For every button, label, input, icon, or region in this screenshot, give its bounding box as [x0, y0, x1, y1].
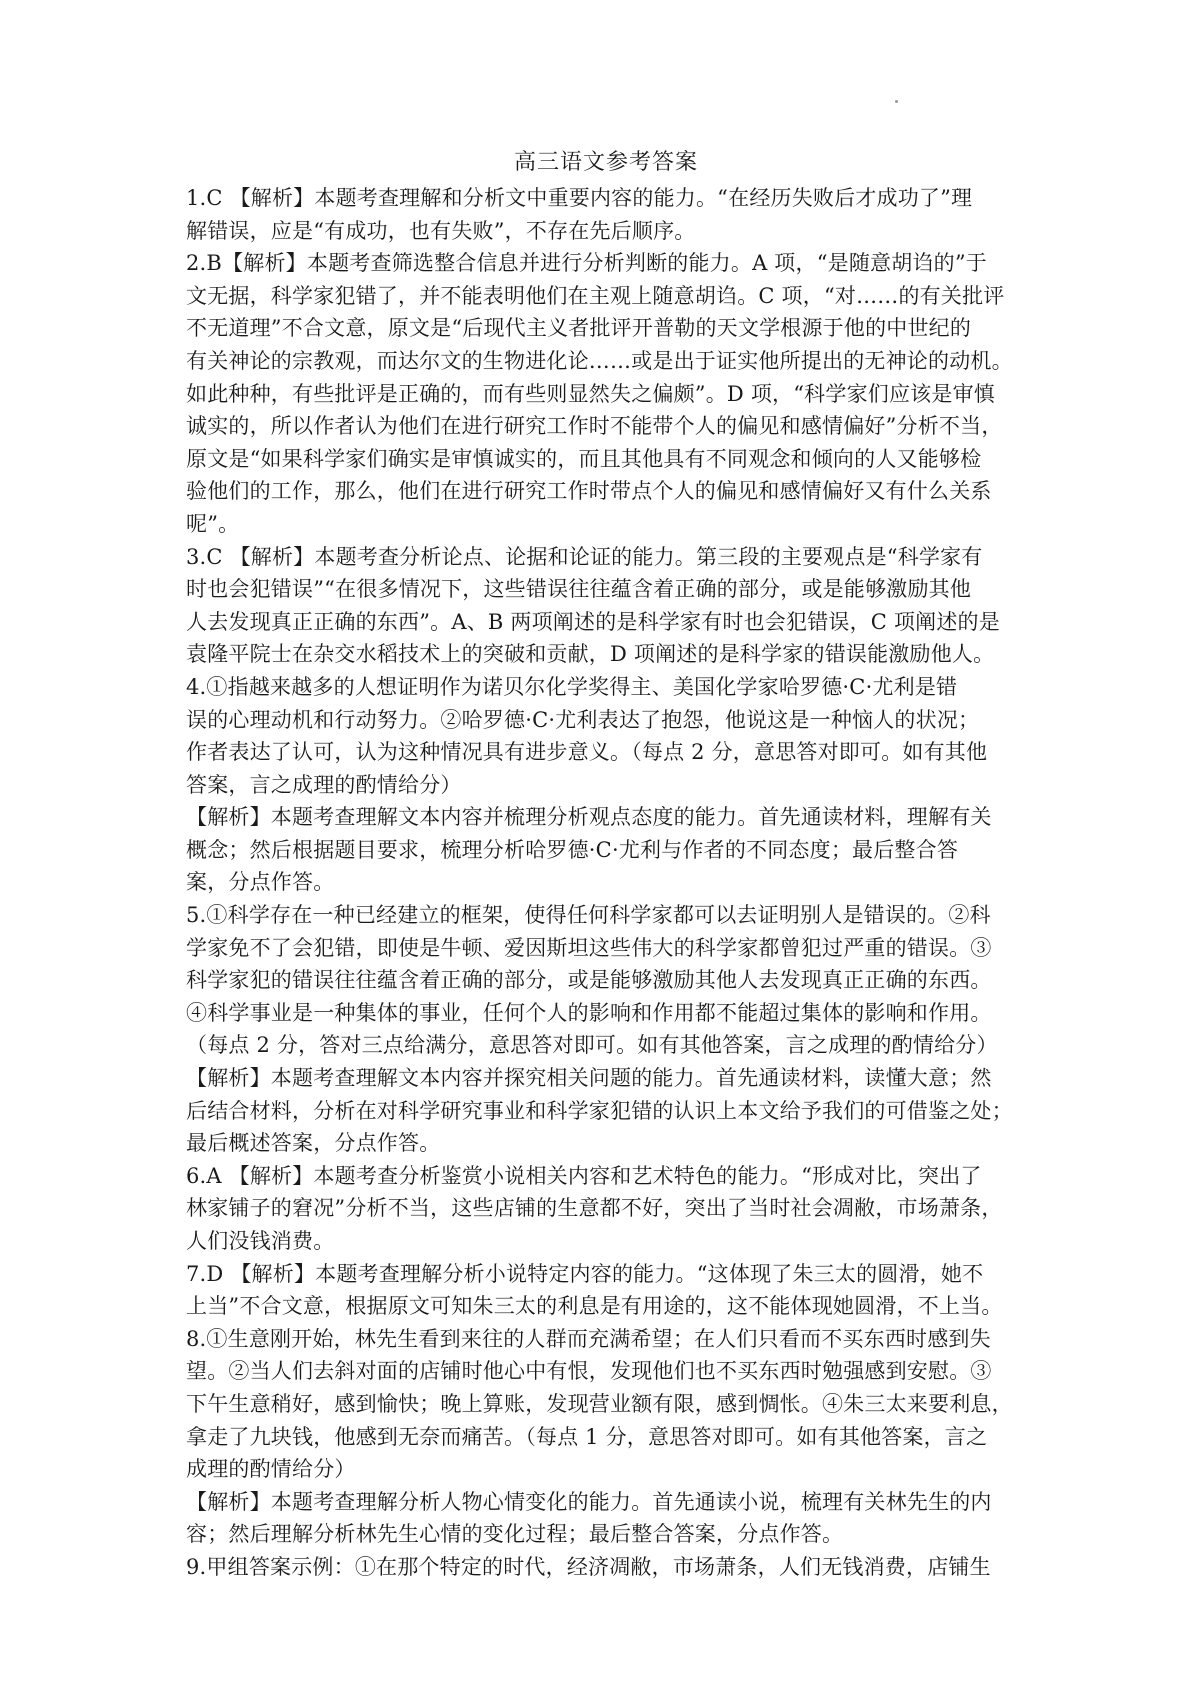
text-line: 下午生意稍好，感到愉快；晚上算账，发现营业额有限，感到惆怅。④朱三太来要利息， — [186, 1391, 1013, 1416]
text-line: 时也会犯错误”“在很多情况下，这些错误往往蕴含着正确的部分，或是能够激励其他 — [186, 577, 972, 602]
text-line: 后结合材料，分析在对科学研究事业和科学家犯错的认识上本文给予我们的可借鉴之处； — [186, 1098, 1013, 1123]
text-line: 【解析】本题考查理解分析人物心情变化的能力。首先通读小说，梳理有关林先生的内 — [186, 1489, 992, 1514]
text-line: 作者表达了认可，认为这种情况具有进步意义。（每点 2 分，意思答对即可。如有其他 — [186, 740, 988, 765]
document-title: 高三语文参考答案 — [513, 150, 698, 175]
text-line: 人去发现真正正确的东西”。A、B 两项阐述的是科学家有时也会犯错误，C 项阐述的是 — [186, 609, 1000, 634]
text-line: 误的心理动机和行动努力。②哈罗德·C·尤利表达了抱怨，他说这是一种恼人的状况； — [186, 707, 980, 732]
text-line: 林家铺子的窘况”分析不当，这些店铺的生意都不好，突出了当时社会凋敝，市场萧条， — [186, 1196, 1003, 1221]
text-line: 呢”。 — [186, 511, 240, 536]
text-line: 不无道理”不合文意，原文是“后现代主义者批评开普勒的天文学根源于他的中世纪的 — [186, 316, 972, 341]
text-line: 望。②当人们去斜对面的店铺时他心中有恨，发现他们也不买东西时勉强感到安慰。③ — [186, 1359, 992, 1384]
scan-speck — [895, 100, 898, 103]
text-line: 4.①指越来越多的人想证明作为诺贝尔化学奖得主、美国化学家哈罗德·C·尤利是错 — [186, 674, 958, 699]
answer-sheet — [186, 148, 1026, 1584]
text-line: 【解析】本题考查理解文本内容并探究相关问题的能力。首先通读材料，读懂大意；然 — [186, 1066, 992, 1091]
text-line: 5.①科学存在一种已经建立的框架，使得任何科学家都可以去证明别人是错误的。②科 — [186, 903, 991, 928]
text-line: 6.A 【解析】本题考查分析鉴赏小说相关内容和艺术特色的能力。“形成对比，突出了 — [186, 1163, 982, 1188]
text-line: 学家免不了会犯错，即使是牛顿、爱因斯坦这些伟大的科学家都曾犯过严重的错误。③ — [186, 935, 992, 960]
text-line: 解错误，应是“有成功，也有失败”，不存在先后顺序。 — [186, 218, 696, 243]
text-line: 如此种种，有些批评是正确的，而有些则显然失之偏颇”。D 项，“科学家们应该是审慎 — [186, 381, 995, 406]
text-line: 诚实的，所以作者认为他们在进行研究工作时不能带个人的偏见和感情偏好”分析不当， — [186, 414, 1003, 439]
text-line: 上当”不合文意，根据原文可知朱三太的利息是有用途的，这不能体现她圆滑，不上当。 — [186, 1294, 1003, 1319]
text-line: 拿走了九块钱，他感到无奈而痛苦。（每点 1 分，意思答对即可。如有其他答案，言之 — [186, 1424, 988, 1449]
text-line: 文无据，科学家犯错了，并不能表明他们在主观上随意胡诌。C 项，“对……的有关批评 — [186, 283, 1005, 308]
text-line: 1.C 【解析】本题考查理解和分析文中重要内容的能力。“在经历失败后才成功了”理 — [186, 186, 973, 210]
text-line: 成理的酌情给分） — [186, 1457, 356, 1482]
text-line: 概念；然后根据题目要求，梳理分析哈罗德·C·尤利与作者的不同态度；最后整合答 — [186, 837, 959, 862]
text-line: 容；然后理解分析林先生心情的变化过程；最后整合答案，分点作答。 — [186, 1522, 844, 1547]
answer-body — [186, 182, 1026, 1584]
text-line: 3.C 【解析】本题考查分析论点、论据和论证的能力。第三段的主要观点是“科学家有 — [186, 544, 983, 569]
text-line: ④科学事业是一种集体的事业，任何个人的影响和作用都不能超过集体的影响和作用。 — [186, 1000, 992, 1025]
text-line: 答案，言之成理的酌情给分） — [186, 772, 462, 797]
text-line: 8.①生意刚开始，林先生看到来往的人群而充满希望；在人们只看而不买东西时感到失 — [186, 1326, 991, 1351]
text-line: 袁隆平院士在杂交水稻技术上的突破和贡献，D 项阐述的是科学家的错误能激励他人。 — [186, 642, 995, 667]
text-line: 验他们的工作，那么，他们在进行研究工作时带点个人的偏见和感情偏好又有什么关系 — [186, 479, 992, 504]
text-line: （每点 2 分，答对三点给满分，意思答对即可。如有其他答案，言之成理的酌情给分） — [186, 1033, 998, 1058]
text-line: 9.甲组答案示例：①在那个特定的时代，经济凋敝，市场萧条，人们无钱消费，店铺生 — [186, 1554, 991, 1579]
text-line: 2.B【解析】本题考查筛选整合信息并进行分析判断的能力。A 项，“是随意胡诌的”于 — [186, 251, 987, 276]
text-line: 案，分点作答。 — [186, 870, 335, 895]
text-line: 有关神论的宗教观，而达尔文的生物进化论……或是出于证实他所提出的无神论的动机。 — [186, 348, 1013, 373]
text-line: 人们没钱消费。 — [186, 1229, 335, 1253]
text-line: 原文是“如果科学家们确实是审慎诚实的，而且其他具有不同观念和倾向的人又能够检 — [186, 446, 982, 471]
text-line: 【解析】本题考查理解文本内容并梳理分析观点态度的能力。首先通读材料，理解有关 — [186, 805, 992, 830]
text-line: 最后概述答案，分点作答。 — [186, 1131, 441, 1156]
text-line: 7.D 【解析】本题考查理解分析小说特定内容的能力。“这体现了朱三太的圆滑，她不 — [186, 1261, 984, 1286]
text-line: 科学家犯的错误往往蕴含着正确的部分，或是能够激励其他人去发现真正正确的东西。 — [186, 968, 992, 993]
